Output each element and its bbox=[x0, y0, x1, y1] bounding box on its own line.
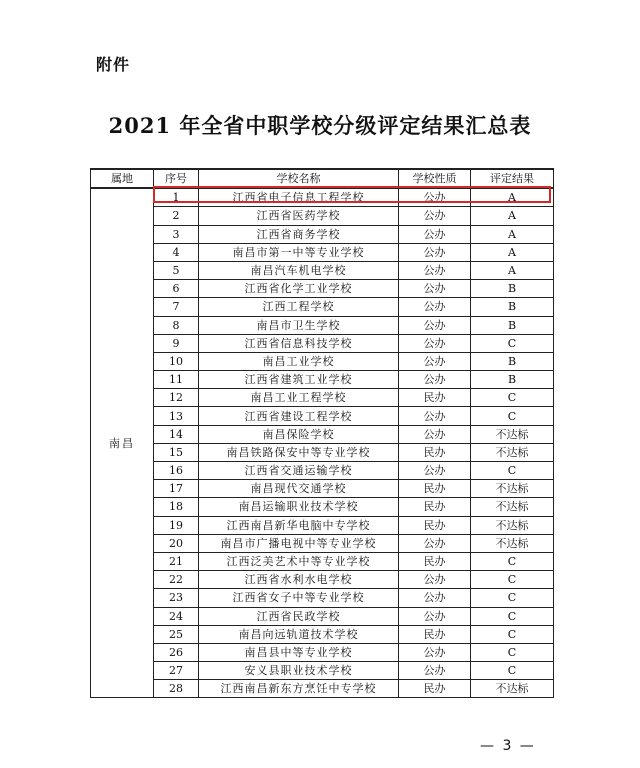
school-name-cell: 南昌市第一中等专业学校 bbox=[199, 243, 399, 261]
table-row bbox=[91, 261, 554, 279]
school-type-cell: 公办 bbox=[399, 407, 471, 425]
table-row bbox=[91, 571, 554, 589]
table-row bbox=[91, 552, 554, 570]
result-cell: C bbox=[471, 589, 554, 607]
result-cell: C bbox=[471, 643, 554, 661]
page-number: — 3 — bbox=[480, 738, 536, 754]
table-row bbox=[91, 280, 554, 298]
table-row bbox=[91, 243, 554, 261]
result-cell: B bbox=[471, 352, 554, 370]
column-header-school-type: 学校性质 bbox=[399, 169, 471, 188]
school-type-cell: 公办 bbox=[399, 589, 471, 607]
table-row bbox=[91, 534, 554, 552]
table-row bbox=[91, 480, 554, 498]
result-cell: C bbox=[471, 662, 554, 680]
row-number-cell: 26 bbox=[154, 643, 199, 661]
school-name-cell: 江西南昌新华电脑中专学校 bbox=[199, 516, 399, 534]
school-type-cell: 公办 bbox=[399, 643, 471, 661]
row-number-cell: 3 bbox=[154, 225, 199, 243]
row-number-cell: 17 bbox=[154, 480, 199, 498]
school-type-cell: 公办 bbox=[399, 662, 471, 680]
school-name-cell: 江西省医药学校 bbox=[199, 207, 399, 225]
row-number-cell: 1 bbox=[154, 188, 199, 207]
row-number-cell: 10 bbox=[154, 352, 199, 370]
result-cell: A bbox=[471, 188, 554, 207]
result-cell: 不达标 bbox=[471, 680, 554, 698]
row-number-cell: 16 bbox=[154, 462, 199, 480]
result-cell: 不达标 bbox=[471, 480, 554, 498]
table-row bbox=[91, 389, 554, 407]
table-header-row bbox=[91, 169, 554, 188]
school-type-cell: 公办 bbox=[399, 280, 471, 298]
school-name-cell: 江西省女子中等专业学校 bbox=[199, 589, 399, 607]
school-name-cell: 南昌工业学校 bbox=[199, 352, 399, 370]
school-name-cell: 南昌工业工程学校 bbox=[199, 389, 399, 407]
table-row bbox=[91, 352, 554, 370]
table-row bbox=[91, 207, 554, 225]
table-row bbox=[91, 680, 554, 698]
row-number-cell: 9 bbox=[154, 334, 199, 352]
row-number-cell: 27 bbox=[154, 662, 199, 680]
result-cell: C bbox=[471, 334, 554, 352]
school-type-cell: 公办 bbox=[399, 462, 471, 480]
school-type-cell: 公办 bbox=[399, 225, 471, 243]
school-name-cell: 南昌保险学校 bbox=[199, 425, 399, 443]
table-row bbox=[91, 516, 554, 534]
school-type-cell: 公办 bbox=[399, 334, 471, 352]
table-row bbox=[91, 371, 554, 389]
result-cell: 不达标 bbox=[471, 425, 554, 443]
row-number-cell: 4 bbox=[154, 243, 199, 261]
table-row bbox=[91, 643, 554, 661]
table-row bbox=[91, 625, 554, 643]
result-cell: C bbox=[471, 389, 554, 407]
row-number-cell: 12 bbox=[154, 389, 199, 407]
school-type-cell: 民办 bbox=[399, 625, 471, 643]
row-number-cell: 15 bbox=[154, 443, 199, 461]
table-row bbox=[91, 462, 554, 480]
row-number-cell: 20 bbox=[154, 534, 199, 552]
row-number-cell: 11 bbox=[154, 371, 199, 389]
table-row bbox=[91, 443, 554, 461]
result-cell: 不达标 bbox=[471, 498, 554, 516]
column-header-number: 序号 bbox=[154, 169, 199, 188]
school-type-cell: 公办 bbox=[399, 371, 471, 389]
result-cell: B bbox=[471, 298, 554, 316]
region-cell: 南昌 bbox=[91, 188, 154, 698]
table-row bbox=[91, 298, 554, 316]
school-type-cell: 公办 bbox=[399, 316, 471, 334]
school-name-cell: 江西省信息科技学校 bbox=[199, 334, 399, 352]
school-type-cell: 公办 bbox=[399, 298, 471, 316]
result-cell: A bbox=[471, 243, 554, 261]
row-number-cell: 6 bbox=[154, 280, 199, 298]
school-type-cell: 公办 bbox=[399, 188, 471, 207]
result-cell: C bbox=[471, 407, 554, 425]
page-title: 2021 年全省中职学校分级评定结果汇总表 bbox=[108, 113, 532, 138]
row-number-cell: 23 bbox=[154, 589, 199, 607]
column-header-result: 评定结果 bbox=[471, 169, 554, 188]
row-number-cell: 22 bbox=[154, 571, 199, 589]
school-name-cell: 南昌汽车机电学校 bbox=[199, 261, 399, 279]
school-type-cell: 民办 bbox=[399, 443, 471, 461]
result-cell: A bbox=[471, 225, 554, 243]
school-name-cell: 江西省化学工业学校 bbox=[199, 280, 399, 298]
row-number-cell: 2 bbox=[154, 207, 199, 225]
table-body bbox=[91, 188, 554, 698]
result-cell: B bbox=[471, 371, 554, 389]
school-name-cell: 江西省建筑工业学校 bbox=[199, 371, 399, 389]
result-cell: C bbox=[471, 462, 554, 480]
school-name-cell: 南昌现代交通学校 bbox=[199, 480, 399, 498]
row-number-cell: 13 bbox=[154, 407, 199, 425]
row-number-cell: 24 bbox=[154, 607, 199, 625]
school-type-cell: 公办 bbox=[399, 571, 471, 589]
school-name-cell: 南昌市卫生学校 bbox=[199, 316, 399, 334]
result-cell: C bbox=[471, 625, 554, 643]
table-row bbox=[91, 589, 554, 607]
school-type-cell: 民办 bbox=[399, 389, 471, 407]
row-number-cell: 8 bbox=[154, 316, 199, 334]
school-name-cell: 安义县职业技术学校 bbox=[199, 662, 399, 680]
result-cell: 不达标 bbox=[471, 443, 554, 461]
row-number-cell: 28 bbox=[154, 680, 199, 698]
school-type-cell: 民办 bbox=[399, 516, 471, 534]
attachment-label: 附件 bbox=[96, 55, 131, 74]
table-row bbox=[91, 607, 554, 625]
result-cell: C bbox=[471, 571, 554, 589]
result-cell: 不达标 bbox=[471, 534, 554, 552]
table-row bbox=[91, 498, 554, 516]
row-number-cell: 7 bbox=[154, 298, 199, 316]
school-name-cell: 江西省电子信息工程学校 bbox=[199, 188, 399, 207]
table-row bbox=[91, 334, 554, 352]
result-cell: 不达标 bbox=[471, 516, 554, 534]
school-name-cell: 江西省水利水电学校 bbox=[199, 571, 399, 589]
table-row bbox=[91, 188, 554, 207]
result-cell: B bbox=[471, 316, 554, 334]
result-cell: B bbox=[471, 280, 554, 298]
school-name-cell: 江西南昌新东方烹饪中专学校 bbox=[199, 680, 399, 698]
row-number-cell: 21 bbox=[154, 552, 199, 570]
school-type-cell: 民办 bbox=[399, 552, 471, 570]
row-number-cell: 14 bbox=[154, 425, 199, 443]
school-name-cell: 南昌铁路保安中等专业学校 bbox=[199, 443, 399, 461]
school-type-cell: 公办 bbox=[399, 352, 471, 370]
school-name-cell: 南昌市广播电视中等专业学校 bbox=[199, 534, 399, 552]
school-type-cell: 公办 bbox=[399, 243, 471, 261]
result-cell: C bbox=[471, 552, 554, 570]
row-number-cell: 18 bbox=[154, 498, 199, 516]
school-name-cell: 江西省建设工程学校 bbox=[199, 407, 399, 425]
school-name-cell: 江西工程学校 bbox=[199, 298, 399, 316]
row-number-cell: 19 bbox=[154, 516, 199, 534]
row-number-cell: 25 bbox=[154, 625, 199, 643]
school-name-cell: 南昌运输职业技术学校 bbox=[199, 498, 399, 516]
school-type-cell: 公办 bbox=[399, 207, 471, 225]
table-row bbox=[91, 425, 554, 443]
school-name-cell: 江西省交通运输学校 bbox=[199, 462, 399, 480]
result-cell: C bbox=[471, 607, 554, 625]
results-table bbox=[90, 168, 554, 698]
row-number-cell: 5 bbox=[154, 261, 199, 279]
school-type-cell: 民办 bbox=[399, 680, 471, 698]
column-header-region: 属地 bbox=[91, 169, 154, 188]
school-name-cell: 江西省商务学校 bbox=[199, 225, 399, 243]
school-name-cell: 南昌县中等专业学校 bbox=[199, 643, 399, 661]
school-type-cell: 民办 bbox=[399, 498, 471, 516]
school-type-cell: 公办 bbox=[399, 534, 471, 552]
table-row bbox=[91, 662, 554, 680]
school-name-cell: 江西省民政学校 bbox=[199, 607, 399, 625]
column-header-school-name: 学校名称 bbox=[199, 169, 399, 188]
table-row bbox=[91, 316, 554, 334]
school-name-cell: 江西泛美艺术中等专业学校 bbox=[199, 552, 399, 570]
school-type-cell: 公办 bbox=[399, 261, 471, 279]
school-name-cell: 南昌向远轨道技术学校 bbox=[199, 625, 399, 643]
table-row bbox=[91, 407, 554, 425]
result-cell: A bbox=[471, 261, 554, 279]
school-type-cell: 民办 bbox=[399, 480, 471, 498]
school-type-cell: 公办 bbox=[399, 425, 471, 443]
result-cell: A bbox=[471, 207, 554, 225]
table-row bbox=[91, 225, 554, 243]
school-type-cell: 公办 bbox=[399, 607, 471, 625]
